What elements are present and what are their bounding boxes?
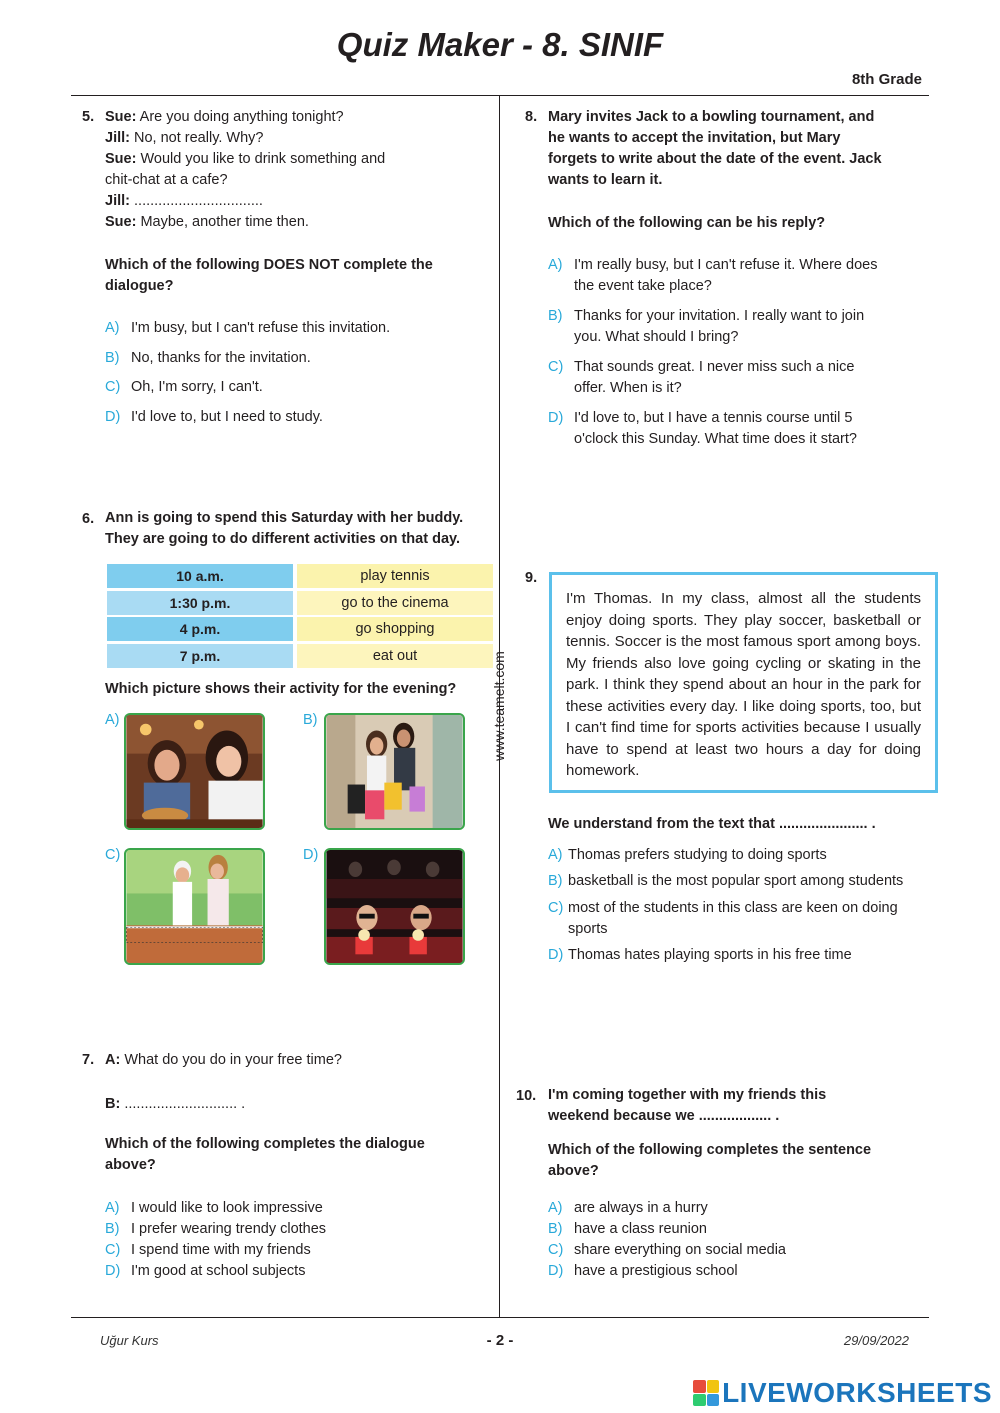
option-letter: B) [548, 308, 563, 324]
question-line: Which of the following DOES NOT complete the [105, 257, 433, 273]
option-letter: D) [105, 1263, 121, 1279]
intro-line: forgets to write about the date of the event. Jack [548, 151, 882, 167]
option-text: I would like to look impressive [131, 1200, 323, 1216]
option-text-continued: the event take place? [574, 278, 712, 294]
footer-date: 29/09/2022 [843, 1333, 909, 1348]
option-text: most of the students in this class are keen on doing [568, 900, 898, 916]
picture-option-b[interactable] [324, 713, 465, 830]
option-d[interactable] [548, 1261, 738, 1282]
speaker: Sue: [105, 214, 137, 230]
picture-option-c[interactable] [124, 848, 265, 965]
activity-cell: eat out [297, 644, 493, 668]
q6-intro [105, 508, 463, 550]
speaker: Sue: [105, 109, 137, 125]
question-line: Which of the following completes the sentence [548, 1142, 872, 1158]
option-text: basketball is the most popular sport among students [568, 873, 904, 889]
question-line: dialogue? [105, 278, 174, 294]
option-b[interactable] [105, 1219, 326, 1240]
q7-question [105, 1134, 425, 1176]
footer-school: Uğur Kurs [100, 1333, 159, 1348]
option-a[interactable] [548, 845, 827, 866]
dialogue-line: Would you like to drink something and [136, 151, 386, 167]
time-cell: 10 a.m. [107, 564, 293, 588]
tennis-players-photo-icon [126, 850, 263, 963]
option-text: Oh, I'm sorry, I can't. [131, 379, 263, 395]
grade-label: 8th Grade [851, 71, 922, 88]
activity-cell: go to the cinema [297, 591, 493, 615]
option-b[interactable] [548, 871, 903, 892]
website-watermark [487, 640, 511, 772]
footer-divider [71, 1317, 929, 1318]
option-letter: A) [548, 257, 563, 273]
speaker: B: [105, 1096, 121, 1112]
answer-blank: ............................ . [120, 1096, 246, 1112]
option-text: Thomas prefers studying to doing sports [568, 847, 827, 863]
option-text: share everything on social media [574, 1242, 786, 1258]
question-line: above? [105, 1157, 156, 1173]
option-text: That sounds great. I never miss such a nice [574, 359, 855, 375]
header-divider [71, 95, 929, 96]
option-letter: B) [105, 350, 120, 366]
liveworksheets-logo[interactable] [693, 1376, 992, 1410]
schedule-table [107, 564, 493, 670]
option-d[interactable] [105, 407, 323, 428]
option-d[interactable] [105, 1261, 305, 1282]
option-letter: C) [548, 900, 564, 916]
activity-cell: go shopping [297, 617, 493, 641]
option-c[interactable] [548, 898, 898, 940]
q6-question: Which picture shows their activity for the evening? [105, 681, 457, 697]
page-title: Quiz Maker - 8. SINIF [336, 26, 664, 63]
option-text: I'm good at school subjects [131, 1263, 306, 1279]
dialogue-a [105, 1050, 342, 1071]
option-letter: A) [105, 712, 120, 728]
option-a[interactable] [105, 1198, 323, 1219]
schedule-row [107, 591, 493, 615]
option-letter: B) [105, 1221, 120, 1237]
intro-line: Ann is going to spend this Saturday with her buddy. [105, 510, 464, 526]
picture-option-a[interactable] [124, 713, 265, 830]
option-text: are always in a hurry [574, 1200, 708, 1216]
option-letter: A) [105, 320, 120, 336]
question-number: 9. [525, 570, 538, 586]
option-text: Thomas hates playing sports in his free time [568, 947, 852, 963]
option-c[interactable] [105, 1240, 311, 1261]
option-text-continued: o'clock this Sunday. What time does it start? [574, 431, 857, 447]
option-text: I'd love to, but I need to study. [131, 409, 323, 425]
option-d[interactable] [548, 945, 852, 966]
option-letter: D) [548, 410, 564, 426]
website-text: www.teamelt.com [491, 651, 507, 761]
speaker: Jill: [105, 193, 130, 209]
dialogue-line: What do you do in your free time? [120, 1052, 342, 1068]
option-b[interactable] [548, 1219, 707, 1240]
question-line: Which of the following completes the dialogue [105, 1136, 425, 1152]
dialogue-line: No, not really. Why? [129, 130, 264, 146]
intro-line: wants to learn it. [548, 172, 663, 188]
option-text: I'm really busy, but I can't refuse it. Where does [574, 257, 878, 273]
dialogue-line: Are you doing anything tonight? [136, 109, 344, 125]
option-b[interactable] [105, 348, 311, 369]
intro-line: They are going to do different activities on that day. [105, 531, 461, 547]
option-text: No, thanks for the invitation. [131, 350, 311, 366]
option-letter: D) [548, 1263, 564, 1279]
option-c[interactable] [548, 1240, 786, 1261]
question-number: 5. [82, 109, 95, 125]
reading-passage: I'm Thomas. In my class, almost all the students enjoy doing sports. They play soccer, basketball or tennis. Soccer is the most famous sport among boys. My friends also love going cycling or skating in the park. I think they spend about an hour in the park for these activities every day. I like doing sports, too, but I can't find time for sports activities because I usually have to spend at least two hours a day for doing homework. [549, 572, 938, 793]
cinema-audience-photo-icon [326, 850, 463, 963]
speaker: Jill: [105, 130, 130, 146]
option-a[interactable] [105, 318, 390, 339]
intro-line: weekend because we .................. . [548, 1108, 780, 1124]
intro-line: I'm coming together with my friends this [548, 1087, 827, 1103]
option-a[interactable] [548, 255, 877, 297]
schedule-row [107, 644, 493, 668]
q5-dialogue [105, 107, 385, 233]
option-letter: C) [548, 1242, 564, 1258]
option-c[interactable] [548, 357, 854, 399]
dining-friends-photo-icon [126, 715, 263, 828]
option-letter: C) [548, 359, 564, 375]
option-text-continued: you. What should I bring? [574, 329, 739, 345]
question-line: above? [548, 1163, 599, 1179]
option-text: I prefer wearing trendy clothes [131, 1221, 327, 1237]
q10-question [548, 1140, 871, 1182]
option-letter: B) [548, 1221, 563, 1237]
brand-name: LIVEWORKSHEETS [722, 1377, 992, 1408]
intro-line: he wants to accept the invitation, but Mary [548, 130, 841, 146]
intro-line: Mary invites Jack to a bowling tournament, and [548, 109, 875, 125]
shopping-friends-photo-icon [326, 715, 463, 828]
liveworksheets-logo-icon [693, 1380, 719, 1406]
option-text: I'm busy, but I can't refuse this invitation. [131, 320, 391, 336]
option-text: I'd love to, but I have a tennis course until 5 [574, 410, 853, 426]
schedule-row [107, 617, 493, 641]
option-letter: D) [105, 409, 121, 425]
q10-intro [548, 1085, 826, 1127]
option-a[interactable] [548, 1198, 708, 1219]
question-number: 8. [525, 109, 538, 125]
dialogue-line: Maybe, another time then. [136, 214, 309, 230]
option-letter: C) [105, 847, 121, 863]
option-text-continued: offer. When is it? [574, 380, 682, 396]
option-letter: D) [303, 847, 319, 863]
picture-option-d[interactable] [324, 848, 465, 965]
schedule-row [107, 564, 493, 588]
option-b[interactable] [548, 306, 864, 348]
option-letter: D) [548, 947, 564, 963]
time-cell: 4 p.m. [107, 617, 293, 641]
option-d[interactable] [548, 408, 857, 450]
dialogue-line: chit-chat at a cafe? [105, 172, 228, 188]
q8-intro [548, 107, 882, 191]
option-letter: A) [548, 1200, 563, 1216]
speaker: A: [105, 1052, 121, 1068]
q9-question: We understand from the text that ...................... . [548, 816, 876, 832]
option-letter: A) [548, 847, 563, 863]
option-text: have a prestigious school [574, 1263, 738, 1279]
option-text: Thanks for your invitation. I really want to join [574, 308, 865, 324]
question-number: 7. [82, 1052, 95, 1068]
answer-blank: ................................ [129, 193, 263, 209]
time-cell: 7 p.m. [107, 644, 293, 668]
option-text: have a class reunion [574, 1221, 707, 1237]
option-letter: B) [303, 712, 318, 728]
page-number: - 2 - [486, 1332, 514, 1349]
option-letter: A) [105, 1200, 120, 1216]
question-number: 10. [516, 1088, 537, 1104]
option-letter: C) [105, 1242, 121, 1258]
dialogue-b [105, 1094, 245, 1115]
time-cell: 1:30 p.m. [107, 591, 293, 615]
option-letter: B) [548, 873, 563, 889]
speaker: Sue: [105, 151, 137, 167]
q5-question [105, 255, 433, 297]
q8-question: Which of the following can be his reply? [548, 215, 826, 231]
question-number: 6. [82, 511, 95, 527]
activity-cell: play tennis [297, 564, 493, 588]
option-text-continued: sports [568, 921, 608, 937]
option-c[interactable] [105, 377, 263, 398]
option-letter: C) [105, 379, 121, 395]
option-text: I spend time with my friends [131, 1242, 311, 1258]
